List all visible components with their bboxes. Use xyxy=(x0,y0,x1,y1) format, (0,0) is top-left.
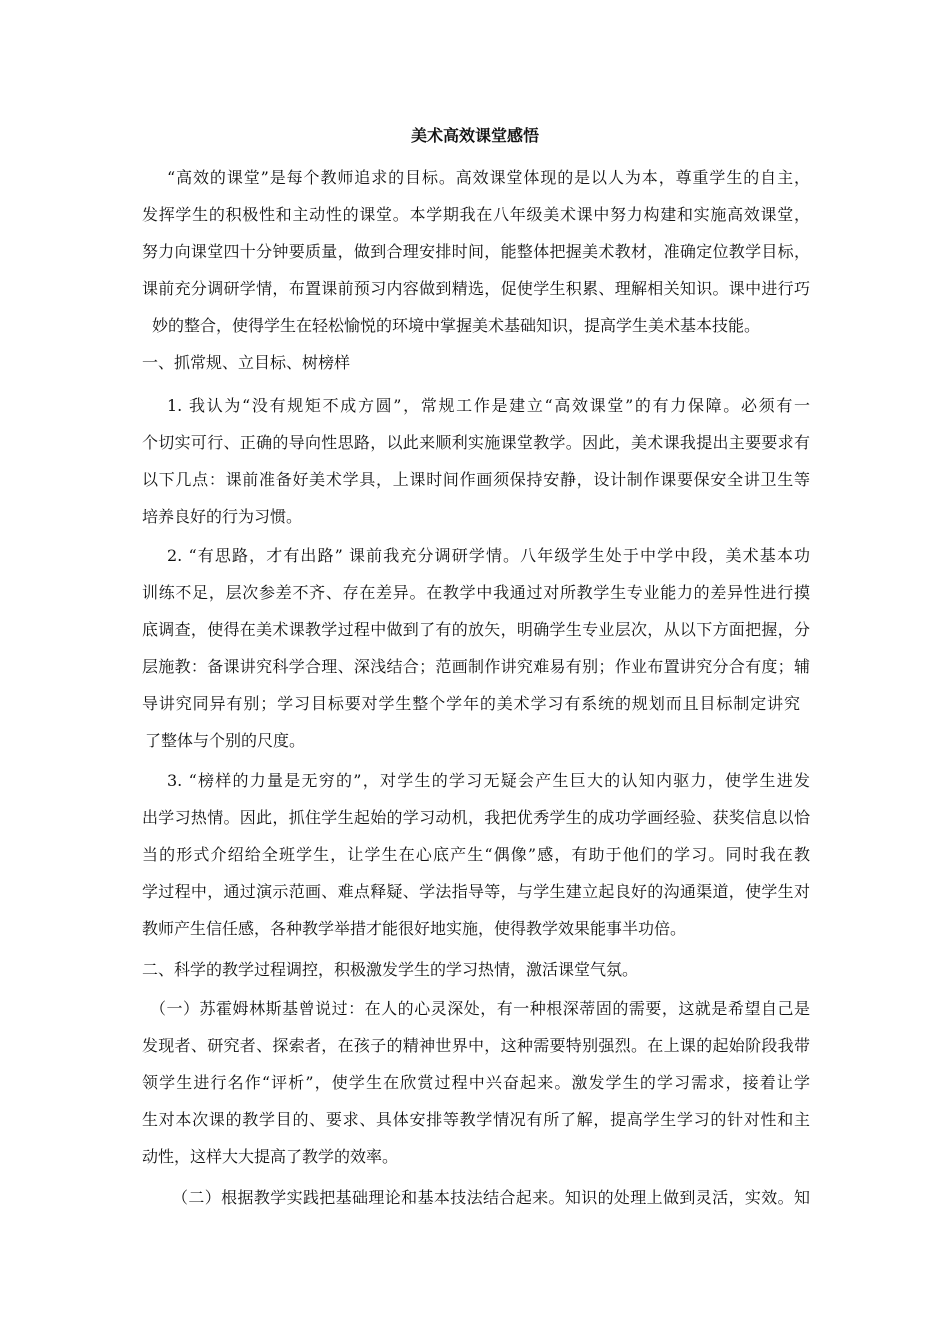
paragraph-line: 训练不足，层次参差不齐、存在差异。在教学中我通过对所教学生专业能力的差异性进行摸 xyxy=(142,583,810,602)
paragraph-line: 个切实可行、正确的导向性思路，以此来顺利实施课堂教学。因此，美术课我提出主要要求有 xyxy=(142,433,810,452)
paragraph-line: 发挥学生的积极性和主动性的课堂。本学期我在八年级美术课中努力构建和实施高效课堂， xyxy=(142,205,810,224)
paragraph-line: 出学习热情。因此，抓住学生起始的学习动机，我把优秀学生的成功学画经验、获奖信息以恰 xyxy=(142,808,810,827)
paragraph-line: 2. “有思路，才有出路” 课前我充分调研学情。八年级学生处于中学中段，美术基本功 xyxy=(167,546,810,565)
paragraph-line: 了整体与个别的尺度。 xyxy=(145,731,306,750)
paragraph-line: 努力向课堂四十分钟要质量，做到合理安排时间，能整体把握美术教材，准确定位教学目标， xyxy=(142,242,810,261)
paragraph-line: 以下几点：课前准备好美术学具，上课时间作画须保持安静，设计制作课要保安全讲卫生等 xyxy=(142,470,810,489)
paragraph-line: 当的形式介绍给全班学生，让学生在心底产生“偶像”感，有助于他们的学习。同时我在教 xyxy=(142,845,810,864)
paragraph-line: 课前充分调研学情，布置课前预习内容做到精选，促使学生积累、理解相关知识。课中进行巧 xyxy=(142,279,810,298)
paragraph-line: 生对本次课的教学目的、要求、具体安排等教学情况有所了解，提高学生学习的针对性和主 xyxy=(142,1110,810,1129)
paragraph-line: 发现者、研究者、探索者，在孩子的精神世界中，这种需要特别强烈。在上课的起始阶段我带 xyxy=(142,1036,810,1055)
paragraph-line: 教师产生信任感，各种教学举措才能很好地实施，使得教学效果能事半功倍。 xyxy=(142,919,687,938)
paragraph-line: 动性，这样大大提高了教学的效率。 xyxy=(142,1147,399,1166)
paragraph-line: （一）苏霍姆林斯基曾说过：在人的心灵深处，有一种根深蒂固的需要，这就是希望自己是 xyxy=(150,999,810,1018)
section-heading: 一、抓常规、立目标、树榜样 xyxy=(142,353,351,372)
paragraph-line: 学过程中，通过演示范画、难点释疑、学法指导等，与学生建立起良好的沟通渠道，使学生对 xyxy=(142,882,810,901)
paragraph-line: 妙的整合，使得学生在轻松愉悦的环境中掌握美术基础知识，提高学生美术基本技能。 xyxy=(152,316,761,335)
document-title: 美术高效课堂感悟 xyxy=(410,126,539,145)
paragraph-line: “高效的课堂”是每个教师追求的目标。高效课堂体现的是以人为本，尊重学生的自主， xyxy=(167,168,810,187)
paragraph-line: 3. “榜样的力量是无穷的”，对学生的学习无疑会产生巨大的认知内驱力，使学生进发 xyxy=(167,771,810,790)
paragraph-line: 培养良好的行为习惯。 xyxy=(142,507,303,526)
section-heading: 二、科学的教学过程调控，积极激发学生的学习热情，激活课堂气氛。 xyxy=(142,960,639,979)
paragraph-line: 底调查，使得在美术课教学过程中做到了有的放矢，明确学生专业层次，从以下方面把握，分 xyxy=(142,620,810,639)
paragraph-line: （二）根据教学实践把基础理论和基本技法结合起来。知识的处理上做到灵活，实效。知 xyxy=(172,1188,810,1207)
paragraph-line: 导讲究同异有别；学习目标要对学生整个学年的美术学习有系统的规划而且目标制定讲究 xyxy=(142,694,800,713)
paragraph-line: 领学生进行名作“评析”，使学生在欣赏过程中兴奋起来。激发学生的学习需求，接着让学 xyxy=(142,1073,810,1092)
paragraph-line: 1. 我认为“没有规矩不成方圆”，常规工作是建立“高效课堂”的有力保障。必须有一 xyxy=(167,396,810,415)
paragraph-line: 层施教：备课讲究科学合理、深浅结合；范画制作讲究难易有别；作业布置讲究分合有度；辅 xyxy=(142,657,810,676)
